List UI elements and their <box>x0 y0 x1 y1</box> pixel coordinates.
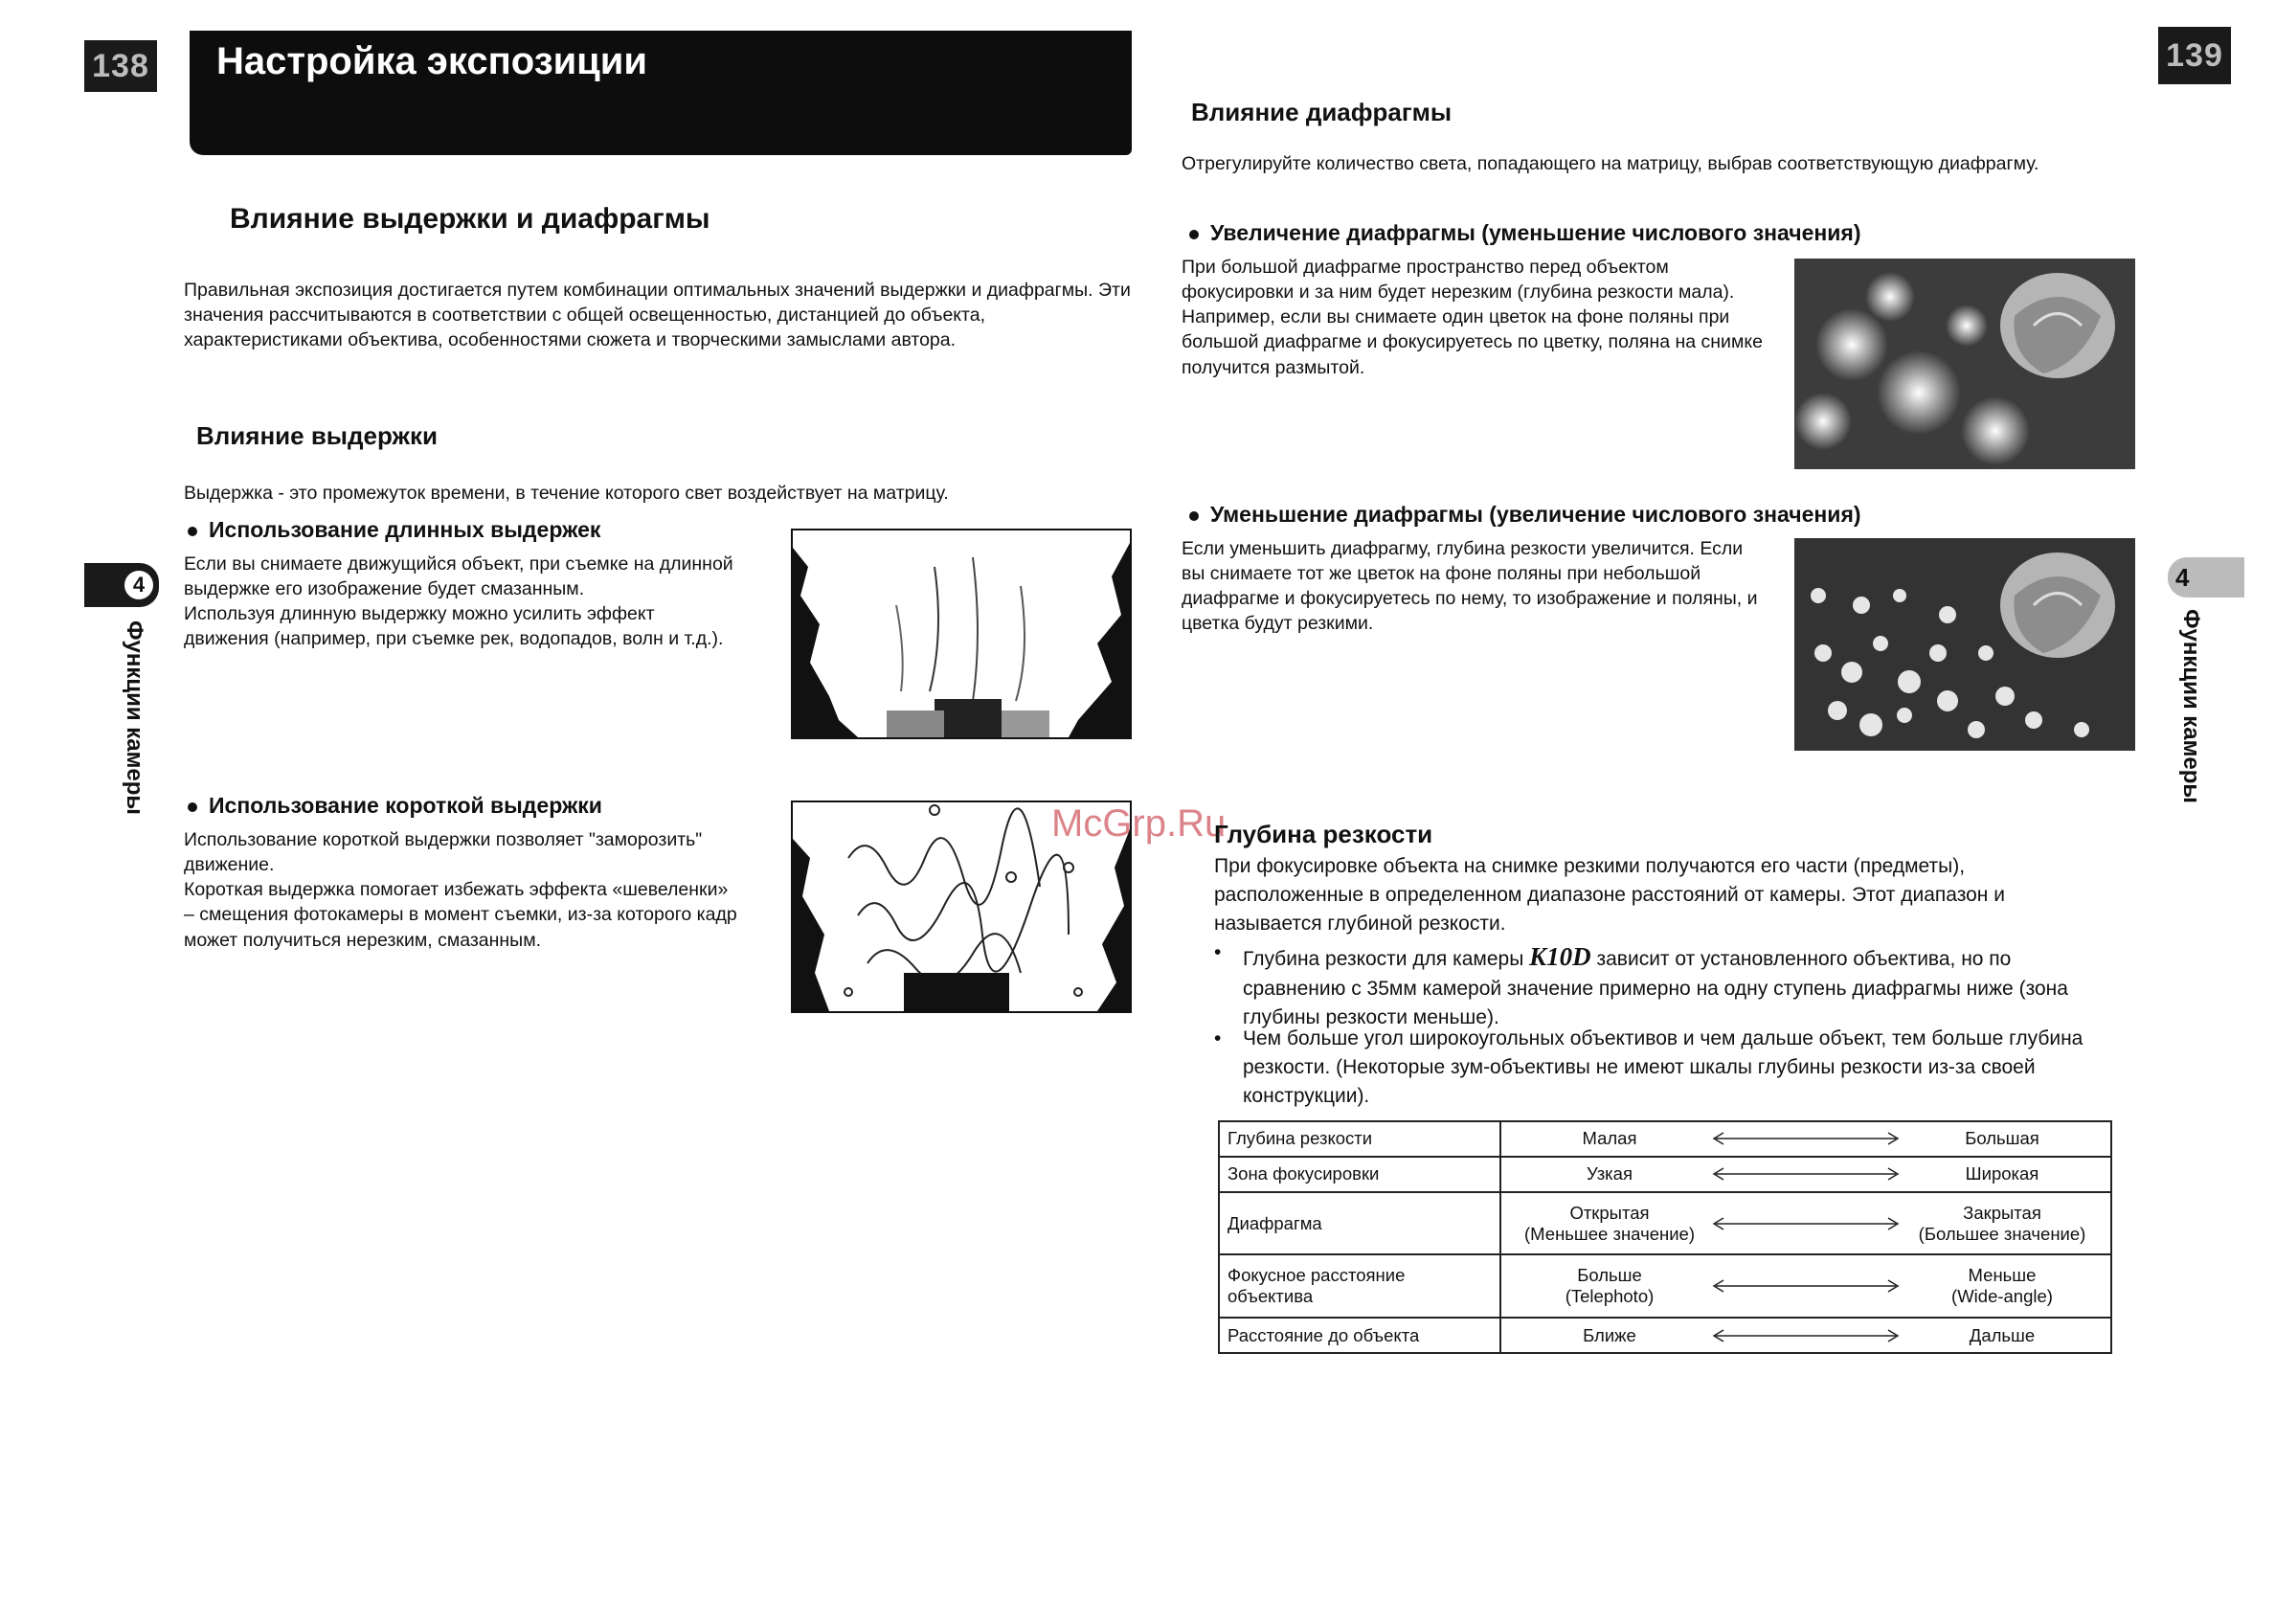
dof-bullet-1-end: зависит от установленного объектива, но по сравнению с 35мм камерой значение примерно на одну ступень диафрагмы ниже (зона глубины резкости меньше). <box>1243 948 2068 1029</box>
dof-bullet-1-start: Глубина резкости для камеры <box>1243 948 1524 970</box>
open-aperture-text: При большой диафрагме пространство перед объектом фокусировки и за ним будет нерезким (глубина резкости мала). Например, если вы снимаете один цветок на фоне поляны при большой диафрагме и фокусируетесь по цветку, поляна на снимке получится размытой. <box>1182 257 1763 378</box>
aperture-intro: Отрегулируйте количество света, попадающего на матрицу, выбрав соответствующую диафрагму. <box>1182 153 2039 174</box>
short-exposure-text: Использование короткой выдержки позволяет "заморозить" движение. Короткая выдержка помогает избежать эффекта «шевеленки» – смещения фотокамеры в момент съемки, из-за которого кадр может получиться нерезким, смазанным. <box>184 829 737 951</box>
short-exposure-heading-text: Использование короткой выдержки <box>209 793 602 818</box>
bullet-mark: • <box>1214 941 1222 963</box>
chapter-label-left: Функции камеры <box>122 620 147 815</box>
chapter-tab-left <box>84 563 159 607</box>
short-exposure-heading <box>188 793 800 819</box>
open-aperture-heading <box>1189 220 2147 246</box>
table-row-label: Расстояние до объекта <box>1219 1318 1500 1353</box>
table-row-label: Глубина резкости <box>1219 1121 1500 1157</box>
table-row-values <box>1500 1121 2111 1157</box>
double-arrow-icon <box>1710 1278 1902 1294</box>
table-row-values <box>1500 1318 2111 1353</box>
table-row-label: Фокусное расстояние объектива <box>1219 1254 1500 1318</box>
close-aperture-heading <box>1189 502 2147 528</box>
double-arrow-icon <box>1710 1131 1902 1146</box>
double-arrow-icon <box>1710 1216 1902 1231</box>
table-left-value: Малая <box>1582 1128 1637 1149</box>
table-row-label: Зона фокусировки <box>1219 1157 1500 1192</box>
table-row <box>1219 1121 2111 1157</box>
dof-intro: При фокусировке объекта на снимке резкими получаются его части (предметы), расположенные в определенном диапазоне расстояний от камеры. Этот диапазон и называется глубиной резкости. <box>1214 855 2005 935</box>
flower-shallow-dof-photo <box>1794 259 2135 469</box>
section-title: Влияние выдержки и диафрагмы <box>230 203 710 235</box>
close-aperture-heading-text: Уменьшение диафрагмы (увеличение числового значения) <box>1210 502 1861 527</box>
table-row <box>1219 1318 2111 1353</box>
close-aperture-text: Если уменьшить диафрагму, глубина резкости увеличится. Если вы снимаете тот же цветок на фоне поляны при небольшой диафрагме и фокусируетесь по нему, то изображение и поляны, и цветка будут резкими. <box>1182 538 1758 635</box>
table-right-value: Дальше <box>1969 1324 2036 1345</box>
bullet-dot <box>1189 511 1199 521</box>
table-row-values <box>1500 1192 2111 1255</box>
table-row-values <box>1500 1157 2111 1192</box>
table-left-value: Узкая <box>1586 1163 1633 1184</box>
bullet-mark: • <box>1214 1027 1222 1049</box>
table-right-value: Большая <box>1965 1128 2039 1149</box>
dof-bullet-1-text <box>1243 938 2114 1032</box>
bullet-dot <box>1189 230 1199 239</box>
double-arrow-icon <box>1710 1166 1902 1182</box>
waterfall-long-exposure-photo <box>791 529 1132 739</box>
dof-bullet-2-text: Чем больше угол широкоугольных объективов и чем дальше объект, тем больше глубина резкости. (Некоторые зум-объективы не имеют шкалы глубины резкости из-за своей конструкции). <box>1243 1027 2084 1107</box>
table-row-label: Диафрагма <box>1219 1192 1500 1255</box>
table-row <box>1219 1192 2111 1255</box>
dof-heading: Глубина резкости <box>1214 820 1433 848</box>
table-row <box>1219 1157 2111 1192</box>
dof-bullet-1 <box>1214 938 2114 1032</box>
open-aperture-heading-text: Увеличение диафрагмы (уменьшение числового значения) <box>1210 220 1861 245</box>
page-title: Настройка экспозиции <box>190 31 1132 155</box>
flower-deep-dof-photo <box>1794 538 2135 751</box>
page-number-left: 138 <box>84 40 157 92</box>
table-right-value: Закрытая (Большее значение) <box>1918 1202 2086 1244</box>
shutter-heading: Влияние выдержки <box>196 421 438 450</box>
long-exposure-text: Если вы снимаете движущийся объект, при съемке на длинной выдержке его изображение будет смазанным. Используя длинную выдержку можно усилить эффект движения (например, при съемке рек, водопадов, волн и т.д.). <box>184 553 733 650</box>
watermark: McGrp.Ru <box>1051 802 1227 845</box>
bullet-dot <box>188 527 197 536</box>
chapter-number: 4 <box>124 571 153 599</box>
dof-bullet-2 <box>1214 1025 2114 1110</box>
table-right-value: Широкая <box>1965 1163 2039 1184</box>
aperture-heading: Влияние диафрагмы <box>1191 98 1453 126</box>
bullet-dot <box>188 802 197 812</box>
double-arrow-icon <box>1710 1328 1902 1343</box>
dof-comparison-table <box>1218 1120 2112 1354</box>
page-number-right: 139 <box>2158 27 2231 84</box>
chapter-label-right: Функции камеры <box>2178 609 2204 803</box>
shutter-definition: Выдержка - это промежуток времени, в течение которого свет воздействует на матрицу. <box>184 483 949 504</box>
long-exposure-heading <box>188 517 800 543</box>
table-row <box>1219 1254 2111 1318</box>
chapter-number-right: 4 <box>2175 562 2190 592</box>
table-right-value: Меньше (Wide-angle) <box>1951 1265 2053 1307</box>
dof-table <box>1218 1120 2112 1354</box>
table-left-value: Открытая (Меньшее значение) <box>1524 1202 1695 1244</box>
intro-paragraph: Правильная экспозиция достигается путем комбинации оптимальных значений выдержки и диафрагмы. Эти значения рассчитываются в соответствии с общей освещенностью, дистанцией до объекта, характеристиками объектива, особенностями сюжета и творческими замыслами автора. <box>184 280 1131 351</box>
long-exposure-heading-text: Использование длинных выдержек <box>209 517 601 542</box>
chapter-tab-right <box>2168 557 2244 598</box>
table-row-values <box>1500 1254 2111 1318</box>
table-left-value: Больше (Telephoto) <box>1565 1265 1655 1307</box>
k10d-logo: K10D <box>1529 942 1591 971</box>
table-left-value: Ближе <box>1583 1324 1636 1345</box>
